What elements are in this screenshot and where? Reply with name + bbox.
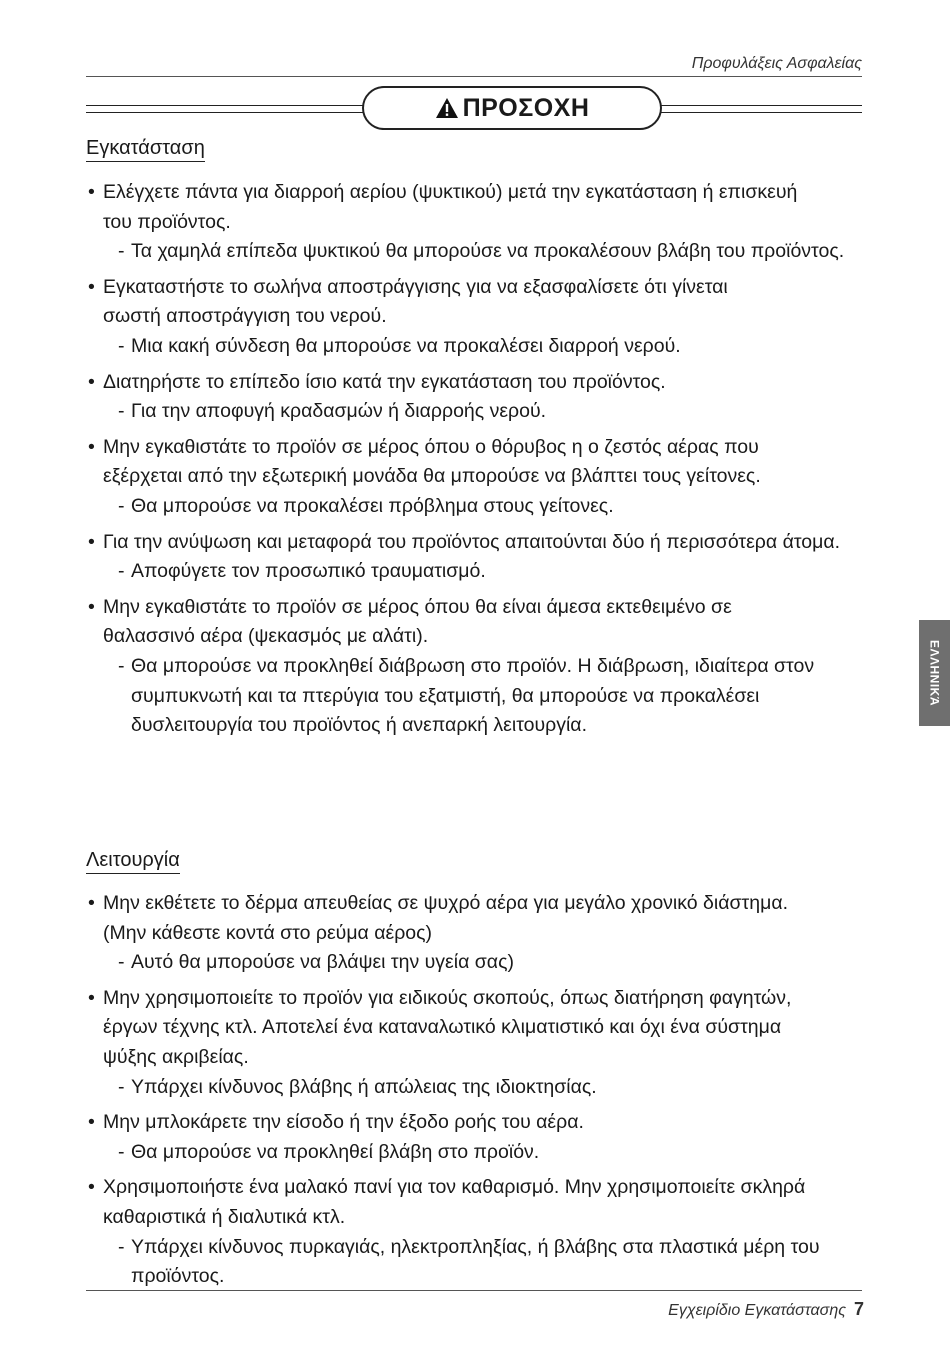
page-number: 7 [853, 1299, 864, 1319]
item-note [103, 1233, 886, 1292]
section-title-installation: Εγκατάσταση [86, 136, 205, 162]
item-text-line: του προϊόντος. [103, 210, 231, 233]
section-title-operation: Λειτουργία [86, 848, 180, 874]
dash-marker: - [118, 494, 125, 517]
note-text-line: συμπυκνωτή και τα πτερύγια του εξατμιστή, θα μπορούσε να προκαλέσει [131, 684, 760, 707]
list-item [86, 273, 886, 362]
item-text-line: Μην εγκαθιστάτε το προϊόν σε μέρος όπου θα είναι άμεσα εκτεθειμένο σε [103, 595, 732, 618]
footer-title: Εγχειρίδιο Εγκατάστασης [668, 1302, 846, 1319]
note-text-line: Υπάρχει κίνδυνος πυρκαγιάς, ηλεκτροπληξίας, ή βλάβης στα πλαστικά μέρη του [131, 1235, 820, 1258]
caution-banner [86, 84, 862, 134]
bullet-icon: • [88, 275, 95, 298]
item-text-line: έργων τέχνης κτλ. Αποτελεί ένα καταναλωτικό κλιματιστικό και όχι ένα σύστημα [103, 1016, 782, 1039]
bullet-icon: • [88, 435, 95, 458]
page-footer [668, 1299, 864, 1320]
language-tab [919, 620, 950, 726]
item-text-line: Μην εγκαθιστάτε το προϊόν σε μέρος όπου ο θόρυβος η ο ζεστός αέρας που [103, 435, 759, 458]
dash-marker: - [118, 654, 125, 677]
item-note [103, 332, 886, 362]
list-item [86, 178, 886, 267]
item-text-line: (Μην κάθεστε κοντά στο ρεύμα αέρος) [103, 921, 433, 944]
caution-label-box [362, 86, 662, 130]
item-text-line: Μην εκθέτετε το δέρμα απευθείας σε ψυχρό αέρα για μεγάλο χρονικό διάστημα. [103, 892, 789, 914]
warning-icon [435, 97, 459, 119]
note-text-line: Αυτό θα μπορούσε να βλάψει την υγεία σας) [131, 951, 514, 974]
dash-marker: - [118, 400, 125, 423]
list-item [86, 1108, 886, 1167]
note-text-line: Τα χαμηλά επίπεδα ψυκτικού θα μπορούσε να προκαλέσουν βλάβη του προϊόντος. [131, 240, 845, 263]
bullet-icon: • [88, 181, 95, 203]
item-note [103, 397, 886, 427]
item-text-line: Εγκαταστήστε το σωλήνα αποστράγγισης για να εξασφαλίσετε ότι γίνεται [103, 275, 728, 298]
page-header: Προφυλάξεις Ασφαλείας [691, 55, 862, 72]
item-text-line: Μην μπλοκάρετε την είσοδο ή την έξοδο ροής του αέρα. [103, 1111, 584, 1134]
header-divider [86, 76, 862, 77]
item-text-line: ψύξης ακριβείας. [103, 1045, 249, 1068]
dash-marker: - [118, 1075, 125, 1098]
bullet-icon: • [88, 595, 95, 618]
bullet-icon: • [88, 892, 95, 914]
language-tab-label: ΕΛΛΗΝΙΚΆ [927, 639, 942, 706]
caution-title: ΠΡΟΣΟΧΗ [462, 93, 590, 122]
list-item [86, 984, 886, 1102]
list-item [86, 889, 886, 978]
dash-marker: - [118, 1140, 125, 1163]
dash-marker: - [118, 240, 125, 263]
operation-list [86, 889, 886, 1298]
item-note [103, 492, 886, 522]
list-item [86, 528, 886, 587]
note-text-line: προϊόντος. [131, 1265, 225, 1288]
list-item [86, 368, 886, 427]
item-text-line: Χρησιμοποιήστε ένα μαλακό πανί για τον καθαρισμό. Μην χρησιμοποιείτε σκληρά [103, 1176, 806, 1199]
note-text-line: Θα μπορούσε να προκαλέσει πρόβλημα στους γείτονες. [131, 494, 614, 517]
list-item [86, 433, 886, 522]
note-text-line: Για την αποφυγή κραδασμών ή διαρροής νερού. [131, 400, 547, 423]
note-text-line: Υπάρχει κίνδυνος βλάβης ή απώλειας της ιδιοκτησίας. [131, 1075, 597, 1098]
item-note [103, 652, 886, 741]
item-text-line: Ελέγχετε πάντα για διαρροή αερίου (ψυκτικού) μετά την εγκατάσταση ή επισκευή [103, 181, 798, 203]
bullet-icon: • [88, 370, 95, 393]
item-note [103, 948, 886, 978]
item-text-line: εξέρχεται από την εξωτερική μονάδα θα μπορούσε να βλάπτει τους γείτονες. [103, 465, 761, 488]
item-text-line: Μην χρησιμοποιείτε το προϊόν για ειδικούς σκοπούς, όπως διατήρηση φαγητών, [103, 986, 792, 1009]
item-text-line: καθαριστικά ή διαλυτικά κτλ. [103, 1205, 346, 1228]
bullet-icon: • [88, 1111, 95, 1134]
dash-marker: - [118, 560, 125, 583]
dash-marker: - [118, 951, 125, 974]
dash-marker: - [118, 1235, 125, 1258]
note-text-line: Μια κακή σύνδεση θα μπορούσε να προκαλέσει διαρροή νερού. [131, 334, 681, 357]
bullet-icon: • [88, 986, 95, 1009]
item-note [103, 237, 886, 267]
list-item [86, 593, 886, 741]
dash-marker: - [118, 334, 125, 357]
list-item [86, 1173, 886, 1291]
note-text-line: Θα μπορούσε να προκληθεί διάβρωση στο προϊόν. Η διάβρωση, ιδιαίτερα στον [131, 654, 815, 677]
bullet-icon: • [88, 530, 95, 553]
item-text-line: Για την ανύψωση και μεταφορά του προϊόντος απαιτούνται δύο ή περισσότερα άτομα. [103, 530, 841, 553]
item-note [103, 557, 886, 587]
item-note [103, 1073, 886, 1103]
footer-divider [86, 1290, 862, 1291]
note-text-line: Αποφύγετε τον προσωπικό τραυματισμό. [131, 560, 486, 583]
item-text-line: θαλασσινό αέρα (ψεκασμός με αλάτι). [103, 625, 429, 648]
note-text-line: Θα μπορούσε να προκληθεί βλάβη στο προϊόν. [131, 1140, 540, 1163]
installation-list [86, 178, 886, 747]
item-text-line: Διατηρήστε το επίπεδο ίσιο κατά την εγκατάσταση του προϊόντος. [103, 370, 666, 393]
bullet-icon: • [88, 1176, 95, 1199]
item-note [103, 1138, 886, 1168]
item-text-line: σωστή αποστράγγιση του νερού. [103, 305, 387, 328]
note-text-line: δυσλειτουργία του προϊόντος ή ανεπαρκή λειτουργία. [131, 714, 588, 737]
